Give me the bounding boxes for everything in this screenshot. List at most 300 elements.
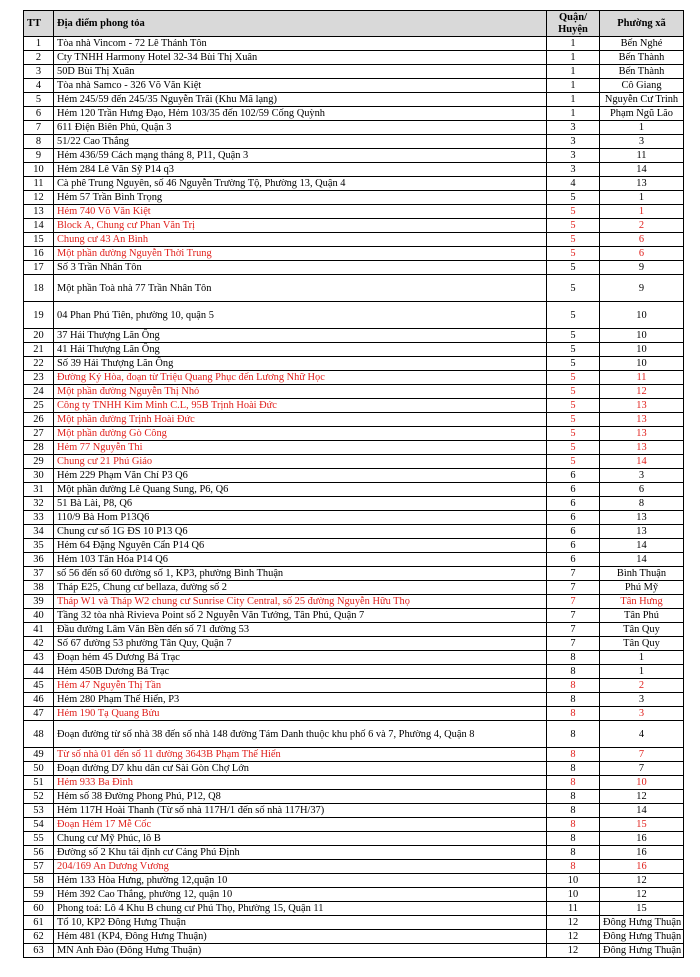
cell-ward: 14: [600, 804, 684, 818]
cell-ward: 12: [600, 790, 684, 804]
cell-location: Một phần đường Lê Quang Sung, P6, Q6: [54, 483, 547, 497]
cell-location: Một phần đường Nguyễn Thị Nhỏ: [54, 385, 547, 399]
cell-tt: 44: [24, 665, 54, 679]
table-row: [24, 623, 684, 637]
table-row: [24, 553, 684, 567]
cell-tt: 40: [24, 609, 54, 623]
cell-district: 5: [547, 302, 600, 329]
cell-tt: 5: [24, 93, 54, 107]
cell-location: Một phần đường Gò Công: [54, 427, 547, 441]
cell-ward: Tân Quy: [600, 637, 684, 651]
cell-district: 7: [547, 637, 600, 651]
cell-tt: 20: [24, 329, 54, 343]
table-row: [24, 357, 684, 371]
cell-ward: Tân Quy: [600, 623, 684, 637]
cell-tt: 31: [24, 483, 54, 497]
cell-ward: 15: [600, 902, 684, 916]
cell-location: số 56 đến số 60 đường số 1, KP3, phường Bình Thuận: [54, 567, 547, 581]
table-row: [24, 818, 684, 832]
table-body: [24, 37, 684, 958]
table-row: [24, 93, 684, 107]
cell-ward: 12: [600, 385, 684, 399]
cell-district: 1: [547, 51, 600, 65]
cell-location: Tòa nhà Vincom - 72 Lê Thánh Tôn: [54, 37, 547, 51]
cell-ward: 13: [600, 511, 684, 525]
cell-tt: 54: [24, 818, 54, 832]
cell-district: 12: [547, 930, 600, 944]
cell-district: 1: [547, 107, 600, 121]
cell-tt: 58: [24, 874, 54, 888]
table-row: [24, 804, 684, 818]
cell-ward: 13: [600, 441, 684, 455]
cell-district: 8: [547, 707, 600, 721]
cell-ward: 2: [600, 679, 684, 693]
cell-location: Hẻm 284 Lê Văn Sỹ P14 q3: [54, 163, 547, 177]
cell-ward: 15: [600, 818, 684, 832]
cell-ward: 14: [600, 539, 684, 553]
table-row: [24, 469, 684, 483]
table-row: [24, 665, 684, 679]
cell-ward: 16: [600, 846, 684, 860]
cell-ward: 14: [600, 455, 684, 469]
cell-location: Hẻm 229 Phạm Văn Chí P3 Q6: [54, 469, 547, 483]
cell-location: 51 Bà Lài, P8, Q6: [54, 497, 547, 511]
cell-district: 10: [547, 874, 600, 888]
cell-ward: 3: [600, 693, 684, 707]
cell-location: Một phần Toà nhà 77 Trần Nhân Tôn: [54, 275, 547, 302]
table-row: [24, 707, 684, 721]
table-row: [24, 916, 684, 930]
cell-location: Đường Ký Hòa, đoạn từ Triệu Quang Phục đến Lương Nhữ Học: [54, 371, 547, 385]
cell-tt: 34: [24, 525, 54, 539]
cell-tt: 12: [24, 191, 54, 205]
cell-ward: 10: [600, 302, 684, 329]
cell-district: 5: [547, 275, 600, 302]
cell-district: 1: [547, 79, 600, 93]
cell-ward: 1: [600, 665, 684, 679]
cell-district: 8: [547, 679, 600, 693]
cell-ward: 12: [600, 888, 684, 902]
cell-ward: 13: [600, 399, 684, 413]
cell-tt: 19: [24, 302, 54, 329]
header-tt: TT: [24, 11, 54, 37]
cell-ward: 9: [600, 261, 684, 275]
cell-location: Block A, Chung cư Phan Văn Trị: [54, 219, 547, 233]
cell-ward: 7: [600, 748, 684, 762]
cell-tt: 38: [24, 581, 54, 595]
cell-district: 5: [547, 205, 600, 219]
cell-ward: 6: [600, 247, 684, 261]
cell-tt: 7: [24, 121, 54, 135]
cell-location: Chung cư Mỹ Phúc, lô B: [54, 832, 547, 846]
cell-ward: Bến Thành: [600, 51, 684, 65]
cell-ward: 2: [600, 219, 684, 233]
cell-district: 5: [547, 357, 600, 371]
cell-location: Hẻm 117H Hoài Thanh (Từ số nhà 117H/1 đến số nhà 117H/37): [54, 804, 547, 818]
cell-district: 5: [547, 441, 600, 455]
cell-tt: 35: [24, 539, 54, 553]
cell-location: Hẻm số 38 Đường Phong Phú, P12, Q8: [54, 790, 547, 804]
cell-location: Hẻm 47 Nguyễn Thị Tần: [54, 679, 547, 693]
cell-location: 611 Điện Biên Phủ, Quận 3: [54, 121, 547, 135]
table-row: [24, 107, 684, 121]
cell-tt: 8: [24, 135, 54, 149]
cell-tt: 1: [24, 37, 54, 51]
cell-ward: Đông Hưng Thuận: [600, 916, 684, 930]
cell-district: 3: [547, 149, 600, 163]
cell-ward: Cô Giang: [600, 79, 684, 93]
cell-ward: 6: [600, 483, 684, 497]
cell-district: 8: [547, 818, 600, 832]
cell-district: 5: [547, 329, 600, 343]
cell-district: 5: [547, 261, 600, 275]
table-row: [24, 762, 684, 776]
cell-tt: 62: [24, 930, 54, 944]
cell-district: 7: [547, 623, 600, 637]
cell-district: 1: [547, 37, 600, 51]
table-row: [24, 595, 684, 609]
cell-tt: 61: [24, 916, 54, 930]
cell-location: Hẻm 103 Tân Hóa P14 Q6: [54, 553, 547, 567]
cell-location: Hẻm 436/59 Cách mạng tháng 8, P11, Quận 3: [54, 149, 547, 163]
cell-location: Đầu đường Lâm Văn Bền đến số 71 đường 53: [54, 623, 547, 637]
cell-location: Hẻm 120 Trần Hưng Đạo, Hẻm 103/35 đến 102/59 Cống Quỳnh: [54, 107, 547, 121]
table-row: [24, 343, 684, 357]
cell-district: 7: [547, 567, 600, 581]
cell-ward: Đông Hưng Thuận: [600, 930, 684, 944]
cell-district: 1: [547, 65, 600, 79]
cell-location: Chung cư số 1G ĐS 10 P13 Q6: [54, 525, 547, 539]
cell-district: 8: [547, 651, 600, 665]
cell-ward: 13: [600, 427, 684, 441]
table-row: [24, 385, 684, 399]
cell-tt: 15: [24, 233, 54, 247]
cell-tt: 41: [24, 623, 54, 637]
cell-tt: 56: [24, 846, 54, 860]
cell-tt: 43: [24, 651, 54, 665]
cell-ward: 3: [600, 135, 684, 149]
cell-tt: 29: [24, 455, 54, 469]
cell-ward: 12: [600, 874, 684, 888]
table-row: [24, 567, 684, 581]
table-row: [24, 525, 684, 539]
cell-district: 3: [547, 135, 600, 149]
cell-ward: 10: [600, 329, 684, 343]
table-row: [24, 399, 684, 413]
cell-tt: 26: [24, 413, 54, 427]
cell-location: Đoạn hẻm 45 Dương Bá Trạc: [54, 651, 547, 665]
cell-ward: Phú Mỹ: [600, 581, 684, 595]
table-row: [24, 135, 684, 149]
cell-location: Số 3 Trần Nhân Tôn: [54, 261, 547, 275]
table-row: [24, 261, 684, 275]
cell-tt: 59: [24, 888, 54, 902]
cell-ward: 16: [600, 860, 684, 874]
cell-location: Chung cư 21 Phú Giáo: [54, 455, 547, 469]
cell-location: Một phần đường Nguyễn Thời Trung: [54, 247, 547, 261]
cell-tt: 51: [24, 776, 54, 790]
table-row: [24, 776, 684, 790]
table-row: [24, 455, 684, 469]
cell-tt: 16: [24, 247, 54, 261]
table-row: [24, 441, 684, 455]
cell-location: Hẻm 190 Tạ Quang Bửu: [54, 707, 547, 721]
cell-district: 8: [547, 721, 600, 748]
cell-location: Hẻm 64 Đặng Nguyên Cẩn P14 Q6: [54, 539, 547, 553]
cell-tt: 22: [24, 357, 54, 371]
table-row: [24, 163, 684, 177]
cell-ward: 13: [600, 177, 684, 191]
table-row: [24, 191, 684, 205]
cell-tt: 52: [24, 790, 54, 804]
cell-ward: 14: [600, 553, 684, 567]
cell-tt: 50: [24, 762, 54, 776]
header-ward: Phường xã: [600, 11, 684, 37]
cell-location: Hẻm 57 Trần Bình Trọng: [54, 191, 547, 205]
cell-district: 5: [547, 219, 600, 233]
table-row: [24, 219, 684, 233]
cell-location: Tầng 32 tòa nhà Rivieva Point số 2 Nguyễn Văn Tưởng, Tân Phú, Quận 7: [54, 609, 547, 623]
cell-location: Phong toả: Lô 4 Khu B chung cư Phú Thọ, Phường 15, Quận 11: [54, 902, 547, 916]
cell-ward: Tân Hưng: [600, 595, 684, 609]
cell-tt: 32: [24, 497, 54, 511]
cell-tt: 13: [24, 205, 54, 219]
cell-location: 204/169 An Dương Vương: [54, 860, 547, 874]
cell-location: 04 Phan Phú Tiên, phường 10, quận 5: [54, 302, 547, 329]
cell-tt: 39: [24, 595, 54, 609]
cell-district: 3: [547, 163, 600, 177]
cell-district: 5: [547, 371, 600, 385]
table-row: [24, 413, 684, 427]
cell-location: Hẻm 450B Dương Bá Trạc: [54, 665, 547, 679]
cell-ward: 1: [600, 205, 684, 219]
table-header: [24, 11, 684, 37]
cell-tt: 17: [24, 261, 54, 275]
cell-district: 8: [547, 832, 600, 846]
cell-tt: 48: [24, 721, 54, 748]
table-row: [24, 329, 684, 343]
table-row: [24, 205, 684, 219]
cell-location: Số 67 đường 53 phường Tân Quy, Quận 7: [54, 637, 547, 651]
cell-location: Hẻm 77 Nguyễn Thi: [54, 441, 547, 455]
cell-tt: 3: [24, 65, 54, 79]
table-row: [24, 37, 684, 51]
cell-ward: Đông Hưng Thuận: [600, 944, 684, 958]
cell-district: 4: [547, 177, 600, 191]
cell-district: 3: [547, 121, 600, 135]
cell-location: Hẻm 740 Võ Văn Kiệt: [54, 205, 547, 219]
lockdown-table: [23, 10, 684, 958]
cell-district: 8: [547, 846, 600, 860]
table-row: [24, 427, 684, 441]
cell-tt: 25: [24, 399, 54, 413]
cell-location: Số 39 Hải Thượng Lãn Ông: [54, 357, 547, 371]
cell-district: 8: [547, 776, 600, 790]
cell-location: Hẻm 933 Ba Đình: [54, 776, 547, 790]
table-row: [24, 693, 684, 707]
cell-ward: 4: [600, 721, 684, 748]
cell-district: 7: [547, 609, 600, 623]
header-district: Quận/ Huyện: [547, 11, 600, 37]
cell-location: Đường số 2 Khu tái định cư Cảng Phú Định: [54, 846, 547, 860]
cell-location: 41 Hải Thượng Lãn Ông: [54, 343, 547, 357]
table-row: [24, 832, 684, 846]
cell-tt: 23: [24, 371, 54, 385]
table-row: [24, 177, 684, 191]
cell-tt: 2: [24, 51, 54, 65]
cell-district: 6: [547, 483, 600, 497]
table-row: [24, 302, 684, 329]
cell-tt: 63: [24, 944, 54, 958]
cell-tt: 18: [24, 275, 54, 302]
cell-ward: 1: [600, 121, 684, 135]
cell-location: Đoạn đường từ số nhà 38 đến số nhà 148 đường Tám Danh thuộc khu phố 6 và 7, Phường 4, Quận 8: [54, 721, 547, 748]
cell-location: Tháp W1 và Tháp W2 chung cư Sunrise City Central, số 25 đường Nguyễn Hữu Thọ: [54, 595, 547, 609]
cell-tt: 49: [24, 748, 54, 762]
cell-location: Hẻm 481 (KP4, Đông Hưng Thuận): [54, 930, 547, 944]
cell-ward: 10: [600, 776, 684, 790]
table-row: [24, 149, 684, 163]
cell-location: Tháp E25, Chung cư bellaza, đường số 2: [54, 581, 547, 595]
cell-district: 7: [547, 595, 600, 609]
cell-location: Hẻm 392 Cao Thắng, phường 12, quận 10: [54, 888, 547, 902]
cell-district: 6: [547, 469, 600, 483]
cell-district: 10: [547, 888, 600, 902]
cell-district: 5: [547, 247, 600, 261]
cell-ward: 14: [600, 163, 684, 177]
cell-tt: 14: [24, 219, 54, 233]
cell-ward: Bến Nghé: [600, 37, 684, 51]
cell-tt: 33: [24, 511, 54, 525]
cell-district: 6: [547, 525, 600, 539]
cell-location: Công ty TNHH Kim Minh C.L, 95B Trịnh Hoài Đức: [54, 399, 547, 413]
cell-ward: 11: [600, 371, 684, 385]
cell-ward: 13: [600, 413, 684, 427]
cell-tt: 45: [24, 679, 54, 693]
cell-district: 5: [547, 343, 600, 357]
cell-district: 5: [547, 413, 600, 427]
cell-ward: 3: [600, 707, 684, 721]
cell-tt: 28: [24, 441, 54, 455]
cell-location: Đoạn Hẻm 17 Mễ Cốc: [54, 818, 547, 832]
cell-district: 5: [547, 427, 600, 441]
table-row: [24, 609, 684, 623]
cell-location: Hẻm 245/59 đến 245/35 Nguyễn Trãi (Khu Mã lạng): [54, 93, 547, 107]
cell-ward: 8: [600, 497, 684, 511]
cell-tt: 21: [24, 343, 54, 357]
cell-district: 8: [547, 693, 600, 707]
cell-tt: 10: [24, 163, 54, 177]
cell-ward: 6: [600, 233, 684, 247]
cell-tt: 4: [24, 79, 54, 93]
cell-tt: 24: [24, 385, 54, 399]
cell-ward: Nguyễn Cư Trinh: [600, 93, 684, 107]
cell-district: 5: [547, 385, 600, 399]
cell-tt: 11: [24, 177, 54, 191]
table-row: [24, 581, 684, 595]
cell-district: 1: [547, 93, 600, 107]
cell-district: 6: [547, 539, 600, 553]
table-row: [24, 539, 684, 553]
cell-district: 8: [547, 748, 600, 762]
table-row: [24, 790, 684, 804]
cell-ward: Tân Phú: [600, 609, 684, 623]
cell-location: Đoạn đường D7 khu dân cư Sài Gòn Chợ Lớn: [54, 762, 547, 776]
cell-location: Chung cư 43 An Bình: [54, 233, 547, 247]
cell-tt: 27: [24, 427, 54, 441]
header-row: [24, 11, 684, 37]
cell-location: 50D Bùi Thị Xuân: [54, 65, 547, 79]
table-row: [24, 888, 684, 902]
cell-tt: 53: [24, 804, 54, 818]
cell-ward: Phạm Ngũ Lão: [600, 107, 684, 121]
cell-district: 6: [547, 497, 600, 511]
cell-tt: 9: [24, 149, 54, 163]
cell-location: 110/9 Bà Hom P13Q6: [54, 511, 547, 525]
table-row: [24, 874, 684, 888]
table-row: [24, 637, 684, 651]
cell-ward: 16: [600, 832, 684, 846]
cell-tt: 36: [24, 553, 54, 567]
cell-district: 12: [547, 944, 600, 958]
table-row: [24, 860, 684, 874]
cell-location: 37 Hải Thượng Lãn Ông: [54, 329, 547, 343]
cell-location: Tòa nhà Samco - 326 Võ Văn Kiệt: [54, 79, 547, 93]
cell-district: 8: [547, 790, 600, 804]
cell-ward: 7: [600, 762, 684, 776]
cell-district: 5: [547, 191, 600, 205]
table-row: [24, 902, 684, 916]
cell-ward: 9: [600, 275, 684, 302]
cell-district: 11: [547, 902, 600, 916]
cell-location: Hẻm 133 Hòa Hưng, phường 12,quận 10: [54, 874, 547, 888]
cell-tt: 55: [24, 832, 54, 846]
cell-tt: 47: [24, 707, 54, 721]
table-row: [24, 79, 684, 93]
cell-district: 5: [547, 399, 600, 413]
cell-ward: 10: [600, 343, 684, 357]
cell-tt: 60: [24, 902, 54, 916]
cell-ward: 13: [600, 525, 684, 539]
cell-location: Một phần đường Trịnh Hoài Đức: [54, 413, 547, 427]
cell-location: Cty TNHH Harmony Hotel 32-34 Bùi Thị Xuân: [54, 51, 547, 65]
table-row: [24, 651, 684, 665]
table-row: [24, 679, 684, 693]
table-row: [24, 930, 684, 944]
cell-ward: 11: [600, 149, 684, 163]
table-row: [24, 497, 684, 511]
lockdown-table-container: [23, 10, 683, 958]
cell-location: Hẻm 280 Phạm Thế Hiển, P3: [54, 693, 547, 707]
cell-district: 6: [547, 553, 600, 567]
table-row: [24, 483, 684, 497]
cell-district: 5: [547, 233, 600, 247]
cell-tt: 46: [24, 693, 54, 707]
cell-district: 5: [547, 455, 600, 469]
table-row: [24, 944, 684, 958]
cell-location: 51/22 Cao Thắng: [54, 135, 547, 149]
table-row: [24, 511, 684, 525]
cell-ward: Bến Thành: [600, 65, 684, 79]
cell-location: Tổ 10, KP2 Đông Hưng Thuận: [54, 916, 547, 930]
cell-ward: 1: [600, 651, 684, 665]
cell-location: Từ số nhà 01 đến số 11 đường 3643B Phạm Thế Hiển: [54, 748, 547, 762]
cell-location: MN Anh Đào (Đông Hưng Thuận): [54, 944, 547, 958]
table-row: [24, 371, 684, 385]
cell-district: 8: [547, 665, 600, 679]
cell-tt: 37: [24, 567, 54, 581]
table-row: [24, 247, 684, 261]
